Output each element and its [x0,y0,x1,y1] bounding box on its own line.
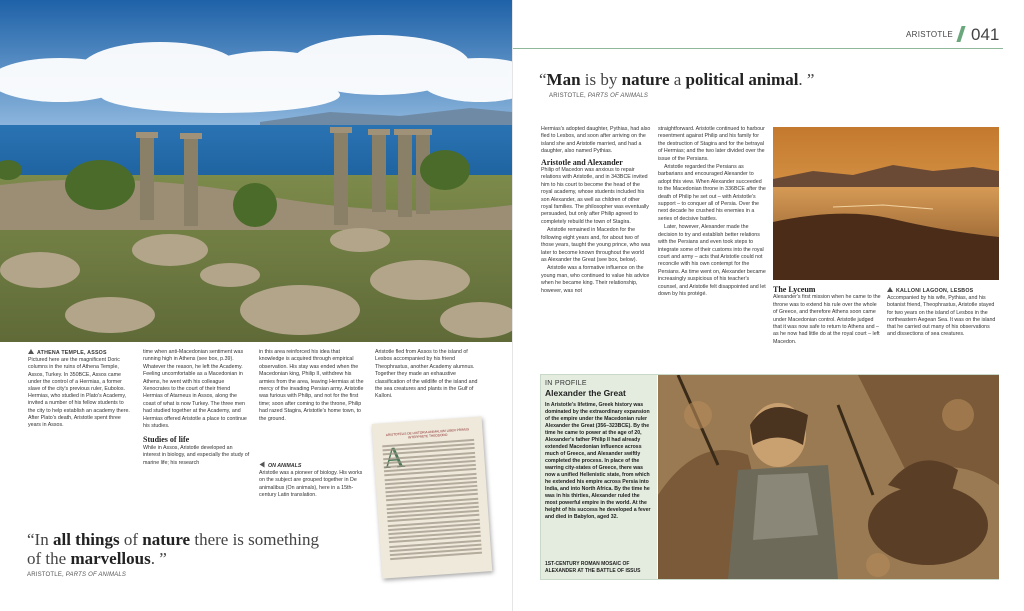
section-heading: Aristotle and Alexander [541,157,623,167]
paragraph: straightforward. Aristotle continued to harbour resentment against Philip and his family for the destruction of Stagira and for the betrayal of Hermias; and the two later divided over the issue of the Persians. [658,126,765,162]
profile-tag: IN PROFILE [545,380,587,387]
page-number: 041 [971,25,1000,44]
kalloni-lagoon-photo [773,127,999,280]
paragraph: Hermias's adopted daughter, Pythias, had also fled to Lesbos, and soon after arriving on the island she and Aristotle married, and had a daughter, also named Pythias. [541,126,651,155]
slash-ornament [956,26,965,42]
body-column-2 [658,126,766,299]
right-page [512,0,1024,611]
profile-caption: 1ST-CENTURY ROMAN MOSAIC OF ALEXANDER AT THE BATTLE OF ISSUS [545,561,641,574]
caption-body: Pictured here are the magnificent Doric columns in the ruins of Athena Temple, Assos, Turkey. In 350BCE, Assos came under the control of a Hermias, a former slave of the city's previous ruler, Eubolos. Hermias, who studied in Plato's Academy, invited a number of his fellow students to the city to help establish an academy there. After Plato's death, Aristotle spent three years in Assos. [28,357,130,429]
lagoon-caption [887,287,1000,338]
athena-temple-photo [0,0,512,342]
caption-title: ATHENA TEMPLE, ASSOS [37,350,107,356]
note-body: Aristotle was a pioneer of biology. His works on the subject are grouped together in De animalibus (On animals), here in a 15th-century Latin translation. [259,470,363,498]
paragraph: Later, however, Alexander made the decision to try and establish better relations with the Persians and even took steps to integrate some of their customs into the royal court and army – acts that Aristotle could not reconcile with his own contempt for the Persians. As time went on, Alexander became increasingly suspicious of his teacher's counsel, and Aristotle felt disappointed and let down by his protégé. [658,224,766,297]
note-title: ON ANIMALS [268,463,302,469]
manuscript-image [372,416,493,578]
paragraph: Aristotle remained in Macedon for the following eight years and, for about two of those years, taught the young prince, who was later to become known throughout the world as Alexander the Great (see box, below). [541,227,651,263]
section-heading: The Lyceum [773,285,816,294]
paragraph: Philip of Macedon was anxious to repair relations with Aristotle, and in 343BCE invited him to his court to become the head of the royal academy, whose students included his son Alexander, as well as children of other royal families. The philosopher was eventually persuaded, but only after Philip agreed to completely rebuild the town of Stagira. [541,167,649,225]
quote-attribution: ARISTOTLE, PARTS OF ANIMALS [27,572,127,578]
manuscript-title: ARISTOTELIS DE HISTORIA ANIMALIUM LIBER PRIMUS INTERPRETE THEODORO [385,427,470,440]
paragraph: Alexander's first mission when he came to the throne was to extend his rule over the whole of Greece, and therefore Athens soon came under Macedonian control. Aristotle judged that it was now safe to return to Athens and – as he now had little do at the royal court – left Macedon. [773,294,881,345]
on-animals-note [259,462,365,499]
profile-heading: Alexander the Great [545,388,626,398]
in-profile-box [540,374,999,580]
paragraph: Aristotle was a formative influence on the young man, who continued to value his advice when he became king. Their relationship, however, was not [541,265,650,294]
paragraph: Aristotle fled from Assos to the island of Lesbos accompanied by his friend Theophrastus, another Academy alumnus. Together they made an exhaustive classification of the wildlife of the island and the sea creatures and plants in the Gulf of Kalloni. [375,349,478,400]
caption-title: KALLONI LAGOON, LESBOS [896,288,974,294]
right-pull-quote: “Man is by nature a political animal. ” ARISTOTLE, PARTS OF ANIMALS [539,70,939,99]
triangle-icon [887,287,893,292]
quote-attribution: ARISTOTLE, PARTS OF ANIMALS [549,93,649,99]
left-pull-quote: “In all things of nature there is something of the marvellous. ” ARISTOTLE, PARTS OF ANIMALS [27,530,327,578]
caption-body: Accompanied by his wife, Pythias, and his botanist friend, Theophrastus, Aristotle stayed for two years on the island of Lesbos in the northeastern Aegean Sea. It was on the island that he carried out many of his observations and dissections of sea creatures. [887,295,996,338]
paragraph: While in Assos, Aristotle developed an interest in biology, and especially the study of marine life; his research [143,444,250,466]
profile-body: In Aristotle's lifetime, Greek history was dominated by the extraordinary expansion of the empire under the Macedonian ruler Alexander the Great (356–323BCE). By the time he came to power at the age of 20, Alexander's father Philip II had already extended Macedonian influence across much of Greece, and Alexander swiftly completed the process. In place of the warring city-states of Greece, there was now a unified Hellenistic state, from which he extended his empire across Persia into India, and into North Africa. By the time he was in his thirties, Alexander ruled the most powerful empire in the world. At the height of his success he developed a fever and died in Babylon, aged 32. [545,402,651,520]
header-rule [513,48,1003,49]
athena-caption [28,349,132,429]
paragraph: time when anti-Macedonian sentiment was running high in Athens (see box, p.39). Whatever the reason, he left the Academy. Feeling uncomfortable as a Macedonian in Athens, he went with his colleague Xenocrates to the court of their friend Hermias of Atarneus in Assos, along the coast of what is now Turkey. The three men had studied together at the Academy, and Hermias offered Aristotle a place to continue his studies. [143,349,247,430]
body-column-3 [375,349,485,402]
triangle-icon [28,349,34,354]
body-column-1 [143,349,251,468]
body-column-1 [541,126,651,296]
paragraph: in this area reinforced his idea that knowledge is acquired through empirical observation. His stay was ended when the Macedonian king, Philip II, withdrew his armies from the area, leaving Hermias at the mercy of the invading Persian army. Aristotle was furious with Philip, and not for the first time; soon after coming to the throne, Philip had razed Stagira, Aristotle's home town, to the ground. [259,349,364,422]
triangle-icon [260,462,265,468]
body-column-3 [773,286,881,347]
section-heading: Studies of life [143,435,190,445]
alexander-mosaic-image [658,375,999,579]
body-column-2 [259,349,365,424]
paragraph: Aristotle regarded the Persians as barbarians and encouraged Alexander to adopt this view. When Alexander succeeded to the Macedonian throne in 336BCE after the death of Philip he set out – with Aristotle's support – to conquer all of Persia. Over the next decade he crushed his enemies in a series of decisive battles. [658,164,766,222]
profile-text-panel [541,375,657,579]
running-head: ARISTOTLE [906,30,954,39]
